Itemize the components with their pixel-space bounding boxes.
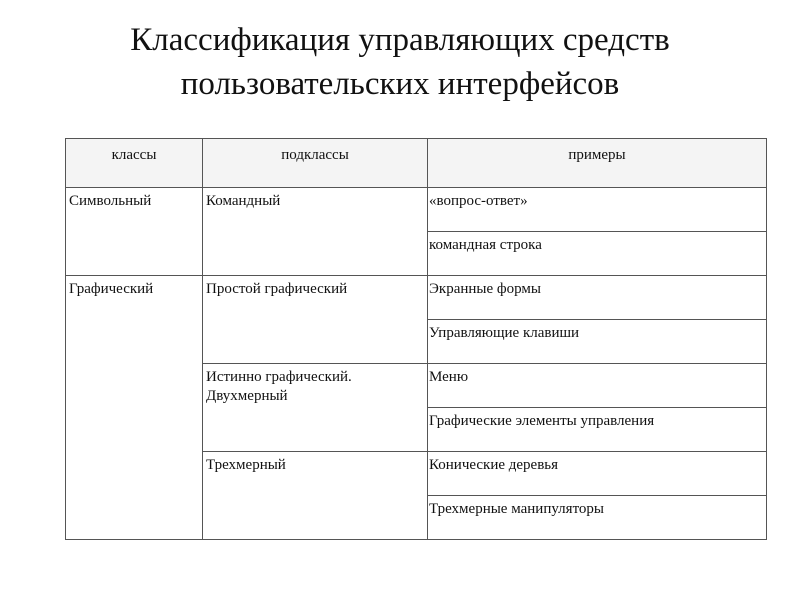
example-cell: Графические элементы управления — [428, 408, 767, 452]
header-examples: примеры — [428, 139, 767, 188]
subclass-cell-simple-graphic: Простой графический — [203, 276, 428, 364]
example-cell: «вопрос-ответ» — [428, 188, 767, 232]
slide-title-line-2: пользовательских интерфейсов — [180, 66, 620, 102]
table-row — [66, 276, 767, 320]
example-cell: Меню — [428, 364, 767, 408]
header-subclasses: подклассы — [203, 139, 428, 188]
example-cell: Конические деревья — [428, 452, 767, 496]
header-classes: классы — [66, 139, 203, 188]
example-cell: Управляющие клавиши — [428, 320, 767, 364]
table-row — [66, 188, 767, 232]
example-cell: командная строка — [428, 232, 767, 276]
subclass-cell-true-graphic-2d: Истинно графический. Двухмерный — [203, 364, 428, 452]
slide-title-line-1: Классификация управляющих средств — [130, 22, 670, 58]
classification-table — [65, 138, 767, 540]
subclass-cell-3d: Трехмерный — [203, 452, 428, 540]
class-cell-symbolic: Символьный — [66, 188, 203, 276]
example-cell: Трехмерные манипуляторы — [428, 496, 767, 540]
example-cell: Экранные формы — [428, 276, 767, 320]
class-cell-graphic: Графический — [66, 276, 203, 540]
header-row — [66, 139, 767, 188]
slide-title — [0, 18, 800, 106]
subclass-cell-command: Командный — [203, 188, 428, 276]
